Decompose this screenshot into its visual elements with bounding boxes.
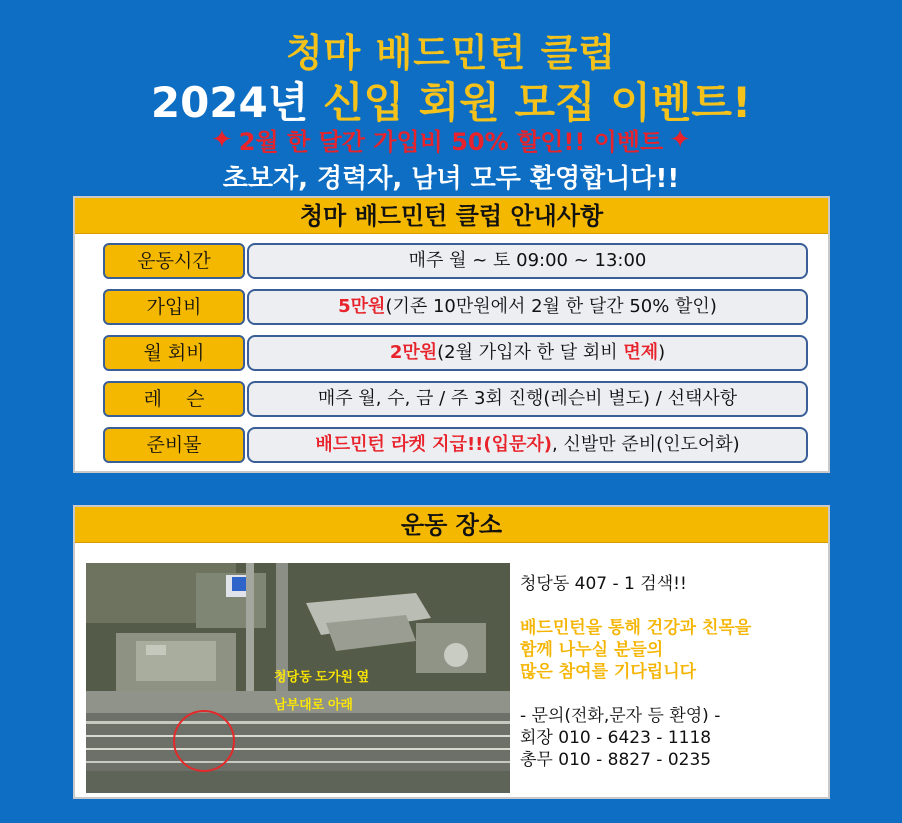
row-label: 운동시간 (103, 243, 245, 279)
fee-note: (기존 10만원에서 2월 한 달간 50% 할인) (385, 296, 717, 317)
invite-line-1: 배드민턴을 통해 건강과 친목을 (520, 618, 752, 638)
event-title (0, 70, 902, 130)
row-supplies (103, 427, 809, 463)
row-monthly-fee (103, 335, 809, 371)
row-value (247, 335, 808, 371)
invite-line-2: 함께 나누실 분들의 (520, 640, 664, 660)
monthly-exempt: 면제 (623, 342, 659, 363)
welcome-text: 초보자, 경력자, 남녀 모두 환영합니다!! (222, 164, 680, 194)
row-value (247, 427, 808, 463)
fee-amount: 5만원 (338, 296, 386, 317)
map-label-2: 남부대로 아래 (274, 697, 353, 712)
place-panel (73, 505, 830, 799)
row-label: 준비물 (103, 427, 245, 463)
monthly-note: (2월 가입자 한 달 회비 (437, 342, 624, 363)
satellite-map (86, 563, 510, 793)
row-value: 매주 월 ~ 토 09:00 ~ 13:00 (247, 243, 808, 279)
address-text: 청당동 407 - 1 검색!! (520, 574, 687, 594)
monthly-close: ) (658, 342, 666, 363)
row-value (247, 289, 808, 325)
row-value: 매주 월, 수, 금 / 주 3회 진행(레슨비 별도) / 선택사항 (247, 381, 808, 417)
supplies-note: , 신발만 준비(인도어화) (551, 434, 740, 455)
promo-line (0, 122, 902, 157)
supplies-highlight: 배드민턴 라켓 지급!!(입문자) (315, 434, 552, 455)
row-exercise-time (103, 243, 809, 279)
row-join-fee (103, 289, 809, 325)
invite-line-3: 많은 참여를 기다립니다 (520, 662, 697, 682)
place-heading: 운동 장소 (75, 507, 828, 543)
contact-secretary: 총무 010 - 8827 - 0235 (520, 750, 712, 770)
map-label-1: 청당동 도가원 옆 (274, 669, 370, 684)
map-image (86, 563, 510, 793)
event-year: 2024년 (150, 78, 309, 127)
club-title: 청마 배드민턴 클럽 (285, 31, 617, 75)
place-info (520, 569, 830, 770)
promo-text: 2월 한 달간 가입비 50% 할인!! 이벤트 (238, 128, 664, 156)
event-name: 신입 회원 모집 이벤트! (322, 78, 752, 127)
contact-title: - 문의(전화,문자 등 환영) - (520, 706, 721, 726)
row-lesson (103, 381, 809, 417)
row-label: 레 슨 (103, 381, 245, 417)
row-label: 가입비 (103, 289, 245, 325)
row-label: 월 회비 (103, 335, 245, 371)
contact-president: 회장 010 - 6423 - 1118 (520, 728, 712, 748)
sparkle-icon: ✦ (211, 124, 233, 155)
sparkle-icon: ✦ (669, 124, 691, 155)
info-panel (73, 196, 830, 473)
info-heading: 청마 배드민턴 클럽 안내사항 (75, 198, 828, 234)
monthly-amount: 2만원 (389, 342, 438, 363)
